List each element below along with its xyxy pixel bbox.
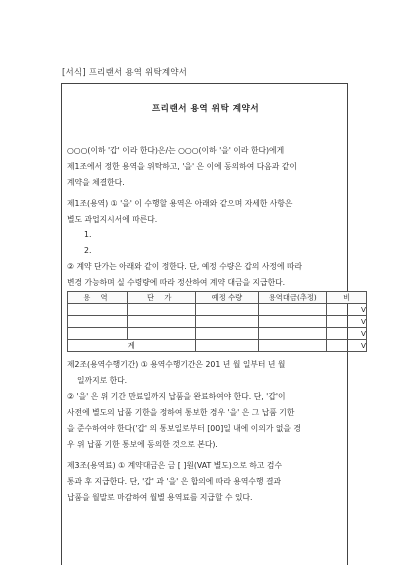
table-cell — [68, 328, 128, 340]
table-header-row — [68, 292, 367, 304]
table-cell — [68, 304, 128, 316]
contract-document — [61, 83, 366, 565]
article1-line-2: 별도 과업지시서에 따른다. — [67, 215, 158, 224]
table-cell — [127, 328, 195, 340]
article3-line-1: 제3조(용역료) ① 계약대금은 금 [ ]원(VAT 별도)으로 하고 검수 — [67, 461, 282, 470]
table-cell — [259, 340, 327, 352]
service-price-table — [67, 291, 367, 352]
intro-line-2: 제1조에서 정한 용역을 위탁하고, '을' 은 이에 동의하여 다음과 같이 — [67, 162, 297, 171]
table-cell — [195, 304, 259, 316]
table-total-cell: V — [327, 340, 367, 352]
table-cell — [195, 340, 259, 352]
table-row — [68, 328, 367, 340]
table-cell — [127, 304, 195, 316]
table-cell — [259, 316, 327, 328]
article2-line-3: ② '을' 은 위 기간 만료일까지 납품을 완료하여야 한다. 단, '갑'이 — [67, 392, 286, 401]
table-cell — [195, 328, 259, 340]
article2-line-1: 제2조(용역수행기간) ① 용역수행기간은 201 년 월 일부터 년 월 — [67, 360, 286, 369]
table-cell — [259, 304, 327, 316]
table-cell — [195, 316, 259, 328]
article1-para2-line-2: 변경 가능하며 실 수령량에 따라 정산하여 계약 대금을 지급한다. — [67, 278, 286, 287]
table-header-cell: 용 역 — [68, 292, 128, 304]
table-header-cell: 예정 수량 — [195, 292, 259, 304]
article3-line-2: 통과 후 지급한다. 단, '갑' 과 '을' 은 합의에 따라 용역수행 결과 — [67, 477, 282, 486]
table-header-cell: 용역대금(추정) — [259, 292, 327, 304]
table-total-row — [68, 340, 367, 352]
table-header-cell: 단 가 — [127, 292, 195, 304]
table-cell: V — [327, 316, 367, 328]
table-cell — [127, 316, 195, 328]
article2-line-6: 우 위 납품 기한 통보에 동의한 것으로 본다). — [67, 440, 218, 449]
document-header-label: [서식] 프리랜서 용역 위탁계약서 — [62, 68, 188, 78]
article2-line-4: 사전에 별도의 납품 기한을 정하여 통보한 경우 '을' 은 그 납품 기한 — [67, 408, 295, 417]
intro-line-3: 계약을 체결한다. — [67, 178, 125, 187]
table-row — [68, 316, 367, 328]
article1-line-1: 제1조(용역) ① '을' 이 수행할 용역은 아래와 같으며 자세한 사항은 — [67, 199, 293, 208]
table-cell: V — [327, 328, 367, 340]
article1-item-2: 2. — [84, 246, 92, 255]
article2-line-5: 을 준수하여야 한다('갑' 의 통보일로부터 [00]일 내에 이의가 없을 경 — [67, 424, 301, 433]
article2-line-2: 일까지로 한다. — [77, 376, 128, 385]
article1-para2-line-1: ② 계약 단가는 아래와 같이 정한다. 단, 예정 수량은 갑의 사정에 따라 — [67, 262, 303, 271]
table-header-cell: 비 — [327, 292, 367, 304]
table-cell: V — [327, 304, 367, 316]
document-title: 프리랜서 용역 위탁 계약서 — [151, 104, 260, 114]
table-cell — [68, 316, 128, 328]
table-row — [68, 304, 367, 316]
article1-item-1: 1. — [84, 230, 92, 239]
intro-line-1: ○○○(이하 '갑' 이라 한다)은/는 ○○○(이하 '을' 이라 한다)에게 — [67, 146, 285, 155]
table-cell — [259, 328, 327, 340]
article3-line-3: 납품을 월말로 마감하여 월별 용역료를 지급할 수 있다. — [67, 493, 253, 502]
table-total-label: 계 — [68, 340, 196, 352]
